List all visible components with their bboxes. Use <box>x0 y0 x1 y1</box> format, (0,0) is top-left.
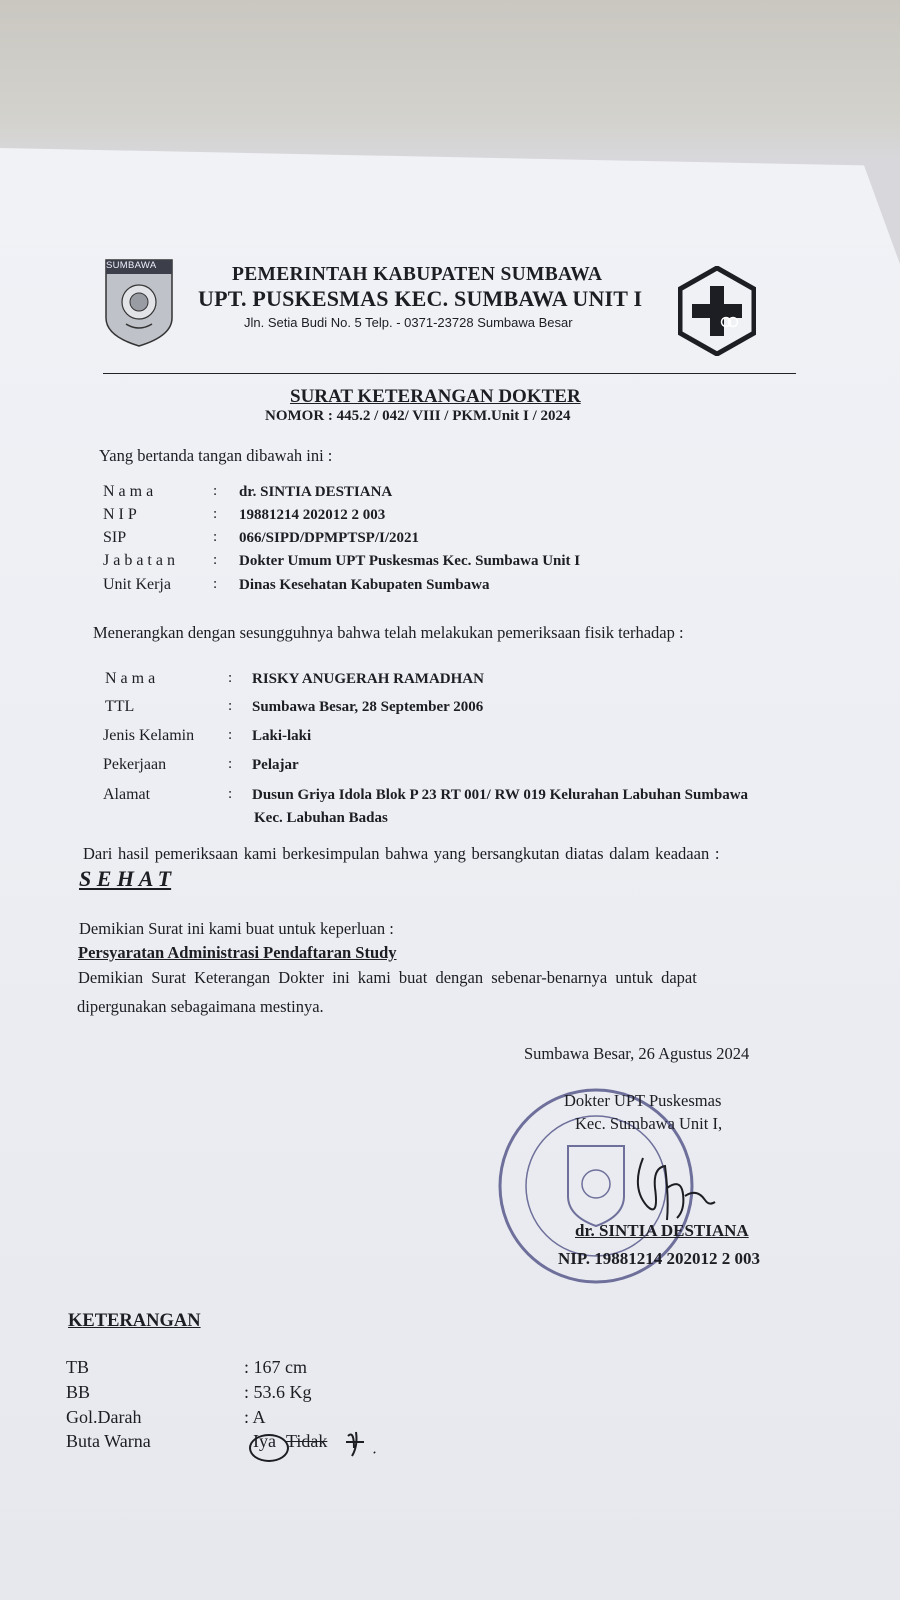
patient-label: TTL <box>105 698 135 715</box>
signer-colon: : <box>213 483 218 499</box>
note-value: : 167 cm <box>244 1357 307 1377</box>
patient-value-continued: Kec. Labuhan Badas <box>254 810 388 826</box>
patient-value: Sumbawa Besar, 28 September 2006 <box>252 699 484 715</box>
document-title: SURAT KETERANGAN DOKTER <box>290 386 581 407</box>
handwritten-signature <box>625 1148 725 1228</box>
document-number: NOMOR : 445.2 / 042/ VIII / PKM.Unit I / 2024 <box>265 408 571 424</box>
header-divider <box>103 373 796 374</box>
signer-label: N I P <box>103 506 137 523</box>
signer-label: SIP <box>103 529 127 546</box>
signer-colon: : <box>213 576 218 592</box>
signer-colon: : <box>213 529 218 545</box>
patient-colon: : <box>228 756 233 772</box>
header-government: PEMERINTAH KABUPATEN SUMBAWA <box>232 264 603 285</box>
sumbawa-emblem-logo <box>104 258 174 348</box>
signer-label: J a b a t a n <box>103 552 175 569</box>
signer-value: 066/SIPD/DPMPTSP/I/2021 <box>239 530 420 546</box>
patient-label: Pekerjaan <box>103 756 167 773</box>
note-label: BB <box>66 1382 91 1402</box>
handwritten-initial <box>344 1428 380 1458</box>
note-value-yes: Iya <box>253 1431 276 1451</box>
note-value: : 53.6 Kg <box>244 1382 312 1402</box>
place-date: Sumbawa Besar, 26 Agustus 2024 <box>524 1044 750 1063</box>
signer-value: 19881214 202012 2 003 <box>239 507 386 523</box>
patient-colon: : <box>228 670 233 686</box>
note-value: : A <box>244 1407 266 1427</box>
patient-label: N a m a <box>105 670 156 687</box>
signer-label: Unit Kerja <box>103 576 171 593</box>
header-institution: UPT. PUSKESMAS KEC. SUMBAWA UNIT I <box>198 286 643 311</box>
note-label: TB <box>66 1357 90 1377</box>
intro-text: Yang bertanda tangan dibawah ini : <box>99 446 333 465</box>
note-label: Buta Warna <box>66 1431 151 1451</box>
signer-role-2: Kec. Sumbawa Unit I, <box>575 1114 723 1133</box>
patient-label: Alamat <box>103 786 151 803</box>
closing-line-2: dipergunakan sebagaimana mestinya. <box>77 997 324 1016</box>
signer-role-1: Dokter UPT Puskesmas <box>564 1091 722 1110</box>
patient-colon: : <box>228 698 233 714</box>
header-address: Jln. Setia Budi No. 5 Telp. - 0371-23728 Sumbawa Besar <box>244 315 573 330</box>
patient-value: Laki-laki <box>252 728 312 744</box>
note-value-no: Tidak <box>286 1431 328 1451</box>
signer-value: Dinas Kesehatan Kabupaten Sumbawa <box>239 577 490 593</box>
puskesmas-cross-logo <box>678 266 756 356</box>
patient-value: RISKY ANUGERAH RAMADHAN <box>252 671 484 687</box>
signer-colon: : <box>213 552 218 568</box>
patient-value: Dusun Griya Idola Blok P 23 RT 001/ RW 019 Kelurahan Labuhan Sumbawa <box>252 787 749 803</box>
purpose-intro: Demikian Surat ini kami buat untuk keperluan : <box>79 919 394 938</box>
notes-heading: KETERANGAN <box>68 1311 201 1331</box>
patient-colon: : <box>228 786 233 802</box>
closing-line-1: Demikian Surat Keterangan Dokter ini kami buat dengan sebenar-benarnya untuk dapat <box>78 968 697 987</box>
signer-nip: NIP. 19881214 202012 2 003 <box>558 1249 760 1268</box>
purpose-value: Persyaratan Administrasi Pendaftaran Study <box>78 943 397 962</box>
signer-colon: : <box>213 506 218 522</box>
signer-value: Dokter Umum UPT Puskesmas Kec. Sumbawa Unit I <box>239 553 581 569</box>
conclusion-text: Dari hasil pemeriksaan kami berkesimpulan bahwa yang bersangkutan diatas dalam keadaan : <box>83 844 720 863</box>
health-status: S E H A T <box>79 866 172 891</box>
patient-colon: : <box>228 727 233 743</box>
signer-name: dr. SINTIA DESTIANA <box>575 1221 749 1240</box>
note-label: Gol.Darah <box>66 1407 142 1427</box>
signer-value: dr. SINTIA DESTIANA <box>239 484 393 500</box>
patient-value: Pelajar <box>252 757 299 773</box>
signer-label: N a m a <box>103 483 154 500</box>
patient-label: Jenis Kelamin <box>103 727 195 744</box>
statement-text: Menerangkan dengan sesungguhnya bahwa telah melakukan pemeriksaan fisik terhadap : <box>93 623 684 642</box>
emblem-label: SUMBAWA <box>106 260 157 271</box>
